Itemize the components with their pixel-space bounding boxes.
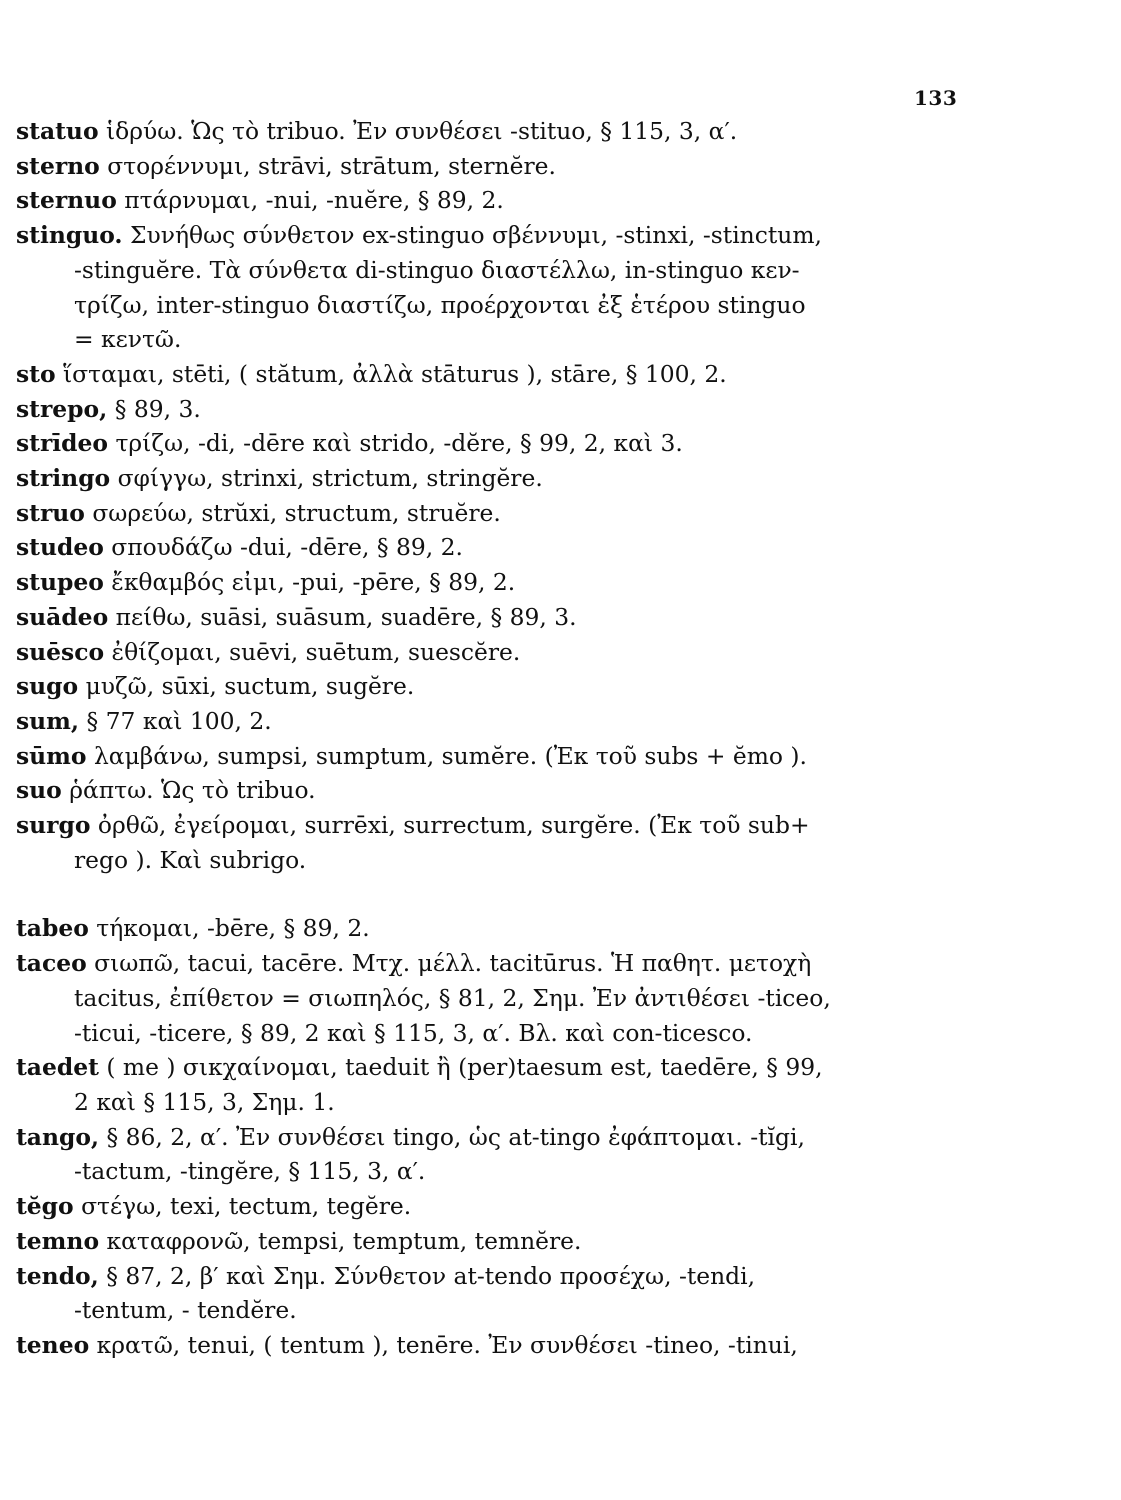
entry-headword: tango,	[16, 1122, 100, 1151]
dictionary-entry	[16, 1328, 1096, 1363]
entry-headword: strepo,	[16, 394, 108, 423]
entry-headword: tĕgo	[16, 1192, 74, 1221]
dictionary-entry	[16, 600, 1096, 635]
entry-headword: tabeo	[16, 914, 89, 943]
dictionary-entry	[16, 1224, 1096, 1259]
entry-headword: sto	[16, 359, 56, 388]
entry-headword: suādeo	[16, 602, 109, 631]
dictionary-entry	[16, 704, 1096, 739]
page-number: 133	[914, 86, 958, 110]
entry-headword: stupeo	[16, 568, 104, 597]
dictionary-entries	[16, 114, 1096, 1363]
dictionary-entry	[16, 808, 1096, 877]
entry-headword: suo	[16, 776, 62, 805]
entry-headword: tendo,	[16, 1261, 99, 1290]
entry-text-line: σπουδάζω -dui, -dēre, § 89, 2.	[103, 533, 463, 562]
dictionary-entry	[16, 565, 1096, 600]
entry-text-line: σιωπῶ, tacui, tacēre. Μτχ. μέλλ. tacitūrus. Ἡ παθητ. μετοχὴ	[86, 949, 812, 978]
dictionary-entry	[16, 911, 1096, 946]
entry-headword: surgo	[16, 811, 91, 840]
entry-text-line: -stinguĕre. Τὰ σύνθετα di-stinguo διαστέλλω, in-stinguo κεν-	[74, 255, 800, 284]
entry-text-line: rego ). Καὶ subrigo.	[74, 845, 307, 874]
entry-text-line: ἐθίζομαι, suēvi, suētum, suescĕre.	[104, 637, 521, 666]
entry-text-line: § 87, 2, β′ καὶ Σημ. Σύνθετον at-tendo προσέχω, -tendi,	[98, 1261, 756, 1290]
dictionary-entry	[16, 530, 1096, 565]
entry-text-line: ( me ) σικχαίνομαι, taeduit ἢ (per)taesum est, taedēre, § 99,	[98, 1053, 823, 1082]
entry-text-line: σφίγγω, strinxi, strictum, stringĕre.	[110, 464, 543, 493]
entry-headword: sūmo	[16, 741, 87, 770]
entry-headword: stinguo.	[16, 221, 123, 250]
entry-text-line: 2 καὶ § 115, 3, Σημ. 1.	[74, 1087, 335, 1116]
entry-text-line: ὀρθῶ, ἐγείρομαι, surrēxi, surrectum, surgĕre. (Ἐκ τοῦ sub+	[90, 811, 810, 840]
entry-text-line: κρατῶ, tenui, ( tentum ), tenēre. Ἐν συνθέσει -tineo, -tinui,	[89, 1330, 798, 1359]
entry-headword: sterno	[16, 151, 100, 180]
entry-headword: statuo	[16, 117, 99, 145]
entry-text-line: ἱδρύω. Ὡς τὸ tribuo. Ἐν συνθέσει -stituo, § 115, 3, α′.	[98, 117, 738, 145]
dictionary-entry	[16, 635, 1096, 670]
dictionary-entry	[16, 1050, 1096, 1119]
dictionary-entry	[16, 946, 1096, 1050]
entry-text-line: καταφρονῶ, tempsi, temptum, temnĕre.	[99, 1226, 582, 1255]
entry-text-line: § 89, 3.	[107, 394, 201, 423]
entry-headword: taedet	[16, 1053, 99, 1082]
entry-headword: strīdeo	[16, 429, 109, 458]
entry-text-line: λαμβάνω, sumpsi, sumptum, sumĕre. (Ἐκ τοῦ subs + ĕmo ).	[86, 741, 807, 770]
entry-text-line: ἔκθαμβός εἰμι, -pui, -pēre, § 89, 2.	[103, 568, 516, 597]
entry-text-line: τήκομαι, -bēre, § 89, 2.	[88, 914, 370, 943]
dictionary-entry	[16, 461, 1096, 496]
dictionary-entry	[16, 392, 1096, 427]
entry-text-line: § 77 καὶ 100, 2.	[79, 706, 272, 735]
entry-text-line: πτάρνυμαι, -nui, -nuĕre, § 89, 2.	[116, 186, 504, 215]
entry-text-line: Συνήθως σύνθετον ex-stinguo σβέννυμι, -stinxi, -stinctum,	[122, 221, 822, 250]
dictionary-entry	[16, 496, 1096, 531]
entry-headword: temno	[16, 1226, 100, 1255]
dictionary-entry	[16, 114, 1096, 149]
dictionary-entry	[16, 183, 1096, 218]
entry-text-line: μυζῶ, sūxi, suctum, sugĕre.	[78, 672, 415, 701]
dictionary-entry	[16, 426, 1096, 461]
dictionary-entry	[16, 149, 1096, 184]
entry-text-line: πείθω, suāsi, suāsum, suadēre, § 89, 3.	[108, 602, 577, 631]
entry-headword: sum,	[16, 706, 80, 735]
entry-text-line: τρίζω, inter-stinguo διαστίζω, προέρχονται ἐξ ἑτέρου stinguo	[74, 290, 806, 319]
entry-headword: stringo	[16, 464, 111, 493]
dictionary-entry	[16, 218, 1096, 357]
entry-text-line: στέγω, texi, tectum, tegĕre.	[73, 1192, 412, 1221]
entry-text-line: § 86, 2, α′. Ἐν συνθέσει tingo, ὡς at-tingo ἐφάπτομαι. -tĭgi,	[99, 1122, 805, 1151]
entry-headword: sternuo	[16, 186, 117, 215]
entry-text-line: τρίζω, -di, -dēre καὶ strido, -dĕre, § 99, 2, καὶ 3.	[108, 429, 683, 458]
dictionary-entry	[16, 773, 1096, 808]
dictionary-entry	[16, 1120, 1096, 1189]
entry-headword: struo	[16, 498, 85, 527]
dictionary-entry	[16, 1189, 1096, 1224]
dictionary-entry	[16, 357, 1096, 392]
entry-headword: taceo	[16, 949, 87, 978]
dictionary-entry	[16, 669, 1096, 704]
dictionary-entry	[16, 1259, 1096, 1328]
entry-headword: suēsco	[16, 637, 105, 666]
entry-text-line: = κεντῶ.	[74, 325, 182, 354]
entry-text-line: ῥάπτω. Ὡς τὸ tribuo.	[61, 776, 316, 805]
entry-headword: teneo	[16, 1330, 90, 1359]
entry-text-line: στορέννυμι, strāvi, strātum, sternĕre.	[99, 151, 556, 180]
entry-headword: studeo	[16, 533, 104, 562]
entry-text-line: tacitus, ἐπίθετον = σιωπηλός, § 81, 2, Σημ. Ἐν ἀντιθέσει -ticeo,	[74, 983, 831, 1012]
entry-text-line: ἵσταμαι, stēti, ( stătum, ἀλλὰ stāturus ), stāre, § 100, 2.	[55, 359, 727, 388]
entry-text-line: -ticui, -ticere, § 89, 2 καὶ § 115, 3, α′. Βλ. καὶ con-ticesco.	[74, 1018, 753, 1047]
entry-headword: sugo	[16, 672, 79, 701]
entry-text-line: σωρεύω, strŭxi, structum, struĕre.	[84, 498, 501, 527]
dictionary-entry	[16, 739, 1096, 774]
entry-text-line: -tactum, -tingĕre, § 115, 3, α′.	[74, 1157, 426, 1186]
entry-text-line: -tentum, - tendĕre.	[74, 1296, 297, 1325]
